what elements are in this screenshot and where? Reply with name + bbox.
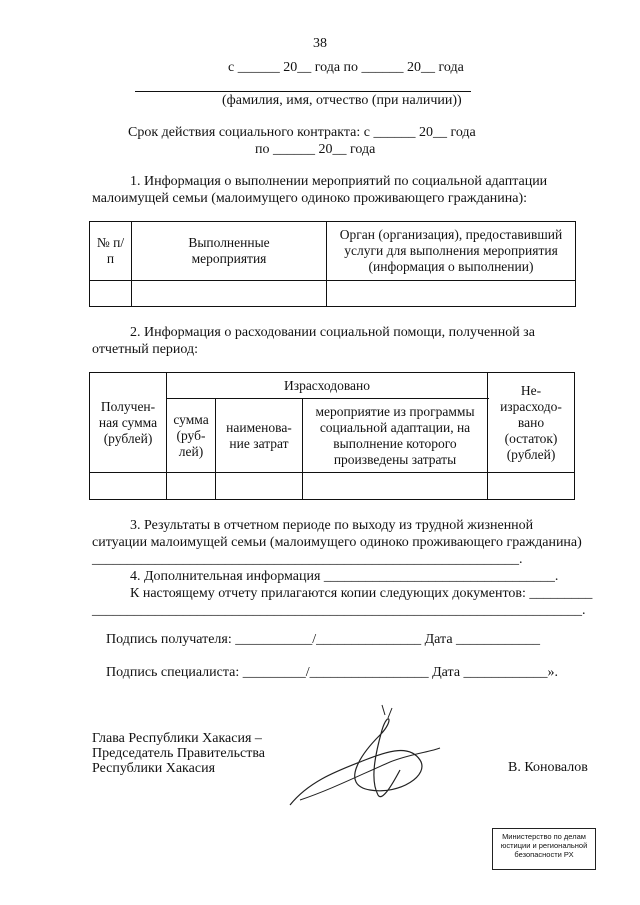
ministry-stamp (492, 828, 596, 870)
page-number: 38 (313, 36, 327, 51)
activities-table (89, 221, 576, 307)
section1-line1: 1. Информация о выполнении мероприятий по социальной адаптации (130, 174, 548, 189)
table2-cell (488, 473, 575, 500)
specialist-signature-line: Подпись специалиста: _________/_________________ Дата ____________». (106, 665, 559, 680)
table1-cell (90, 281, 132, 307)
table1-cell (132, 281, 327, 307)
table2-cell (216, 473, 303, 500)
section3-line1: 3. Результаты в отчетном периоде по выходу из трудной жизненной (130, 518, 534, 533)
table2-header-unspent: Не-израсходо-вано (остаток) (рублей) (488, 373, 575, 473)
section2-line1: 2. Информация о расходовании социальной помощи, полученной за (130, 325, 535, 340)
table1-header-num: № п/п (90, 222, 132, 281)
table2-header-received: Получен-ная сумма (рублей) (90, 373, 167, 473)
fio-caption: (фамилия, имя, отчество (при наличии)) (222, 93, 462, 108)
section4-line2: К настоящему отчету прилагаются копии следующих документов: _________ (130, 586, 593, 601)
section4-line1: 4. Дополнительная информация _________________________________. (130, 569, 559, 584)
contract-term-line2: по ______ 20__ года (255, 142, 376, 157)
stamp-line3: безопасности РХ (514, 850, 574, 859)
period-line: с ______ 20__ года по ______ 20__ года (228, 60, 464, 75)
section2-line2: отчетный период: (92, 342, 199, 357)
handwritten-signature (270, 700, 450, 820)
table2-cell (303, 473, 488, 500)
signatory-title-line2: Председатель Правительства (92, 746, 265, 761)
table1-cell (327, 281, 576, 307)
spending-table (89, 372, 575, 500)
section4-line3: ______________________________________________________________________. (92, 603, 586, 618)
section3-line2: ситуации малоимущей семьи (малоимущего одиноко проживающего гражданина) (92, 535, 582, 550)
table2-cell (167, 473, 216, 500)
section3-line3: _____________________________________________________________. (92, 552, 523, 567)
table2-header-cost-name: наименова-ние затрат (216, 399, 303, 473)
table2-header-sum: сумма (руб-лей) (167, 399, 216, 473)
signatory-title-line3: Республики Хакасия (92, 761, 216, 776)
stamp-line2: юстиции и региональной (500, 841, 588, 850)
signatory-name: В. Коновалов (508, 760, 588, 775)
table1-header-activities: Выполненные мероприятия (132, 222, 327, 281)
table2-cell (90, 473, 167, 500)
stamp-line1: Министерство по делам (502, 832, 586, 841)
contract-term-line1: Срок действия социального контракта: с ______ 20__ года (128, 125, 476, 140)
section1-line2: малоимущей семьи (малоимущего одиноко проживающего гражданина): (92, 191, 528, 206)
signatory-title-line1: Глава Республики Хакасия – (92, 731, 262, 746)
table2-header-program-activity: мероприятие из программы социальной адаптации, на выполнение которого произведены затраты (303, 399, 488, 473)
table1-header-organ: Орган (организация), предоставивший услуги для выполнения мероприятия (информация о выполнении) (327, 222, 576, 281)
table2-header-spent: Израсходовано (167, 373, 488, 399)
recipient-signature-line: Подпись получателя: ___________/_______________ Дата ____________ (106, 632, 541, 647)
fio-underline (135, 91, 471, 92)
